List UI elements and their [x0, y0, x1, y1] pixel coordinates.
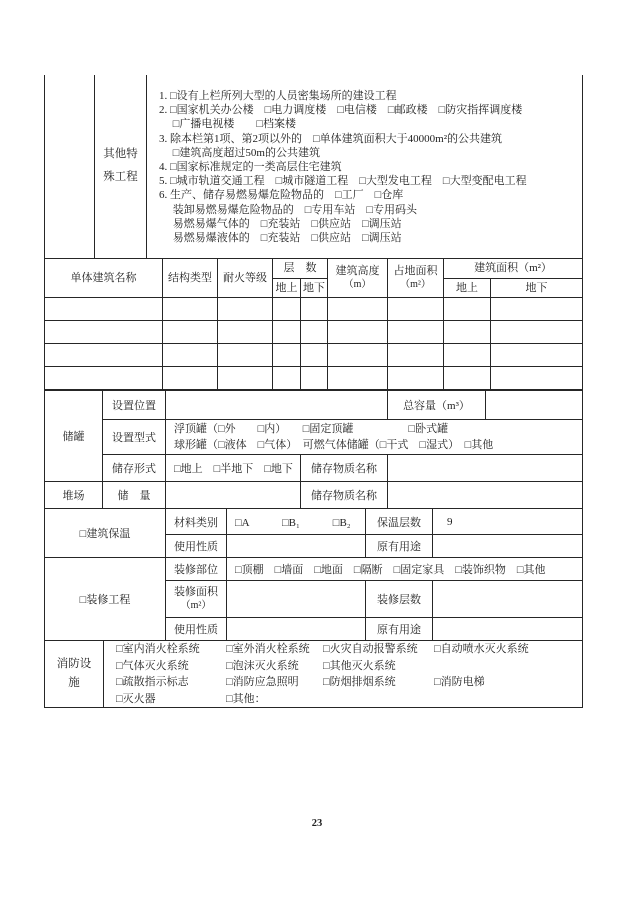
- page-number: 23: [311, 818, 323, 829]
- fire-option[interactable]: □消防电梯: [434, 676, 485, 688]
- building-cell[interactable]: [218, 367, 273, 390]
- fire-option[interactable]: □消防应急照明: [226, 676, 299, 688]
- building-cell[interactable]: [301, 298, 328, 321]
- header-floor-area: 建筑面积（m²）: [444, 259, 583, 279]
- special-option-line[interactable]: □建筑高度超过50m的公共建筑: [159, 146, 320, 159]
- building-cell[interactable]: [163, 321, 218, 344]
- insulation-decoration-section: [44, 508, 583, 641]
- special-option-line[interactable]: 4. □国家标准规定的一类高层住宅建筑: [159, 161, 342, 174]
- tank-row-label: 储罐: [45, 391, 103, 482]
- yard-quantity-input-cell[interactable]: [166, 482, 301, 509]
- building-cell[interactable]: [218, 344, 273, 367]
- building-cell[interactable]: [273, 367, 301, 390]
- building-cell[interactable]: [328, 298, 388, 321]
- tank-type-options-cell: [166, 420, 583, 455]
- header-floors: 层 数: [273, 259, 328, 279]
- building-cell[interactable]: [301, 321, 328, 344]
- header-building-height-line1: 建筑高度: [335, 265, 380, 277]
- building-cell[interactable]: [328, 367, 388, 390]
- decoration-original-label: 原有用途: [366, 618, 433, 641]
- special-projects-row-label: 其他特殊工程: [95, 75, 147, 258]
- decoration-usage-input-cell[interactable]: [227, 618, 366, 641]
- building-cell[interactable]: [388, 344, 444, 367]
- fire-option[interactable]: □泡沫灭火系统: [226, 659, 299, 672]
- building-cell[interactable]: [218, 298, 273, 321]
- insulation-usage-input-cell[interactable]: [227, 535, 366, 558]
- tank-type-option-line[interactable]: 浮顶罐（□外 □内） □固定顶罐 □卧式罐: [174, 423, 449, 435]
- tank-material-label: 储存物质名称: [301, 455, 388, 482]
- tank-material-input-cell[interactable]: [388, 455, 583, 482]
- fire-option[interactable]: □疏散指示标志: [116, 676, 189, 688]
- building-cell[interactable]: [163, 298, 218, 321]
- fire-option[interactable]: □室外消火栓系统: [226, 643, 310, 655]
- header-fire-rating: 耐火等级: [218, 259, 273, 298]
- insulation-material-options[interactable]: □A □B₁ □B₂: [227, 509, 366, 535]
- header-footprint-area: [388, 259, 444, 298]
- building-cell[interactable]: [45, 321, 163, 344]
- yard-quantity-label: 储 量: [103, 482, 166, 509]
- special-option-line[interactable]: 2. □国家机关办公楼 □电力调度楼 □电信楼 □邮政楼 □防灾指挥调度楼: [159, 104, 523, 117]
- building-table: [44, 258, 583, 390]
- fire-option: [434, 658, 582, 675]
- tank-form-options[interactable]: □地上 □半地下 □地下: [166, 455, 301, 482]
- yard-material-label: 储存物质名称: [301, 482, 388, 509]
- building-row: [45, 367, 583, 390]
- tank-location-input-cell[interactable]: [166, 391, 388, 420]
- building-cell[interactable]: [218, 321, 273, 344]
- fire-option[interactable]: □其他：: [226, 692, 266, 705]
- special-option-line[interactable]: 装卸易燃易爆危险物品的 □专用车站 □专用码头: [159, 203, 418, 216]
- fire-option[interactable]: □其他灭火系统: [323, 659, 396, 672]
- tank-yard-section: [44, 390, 583, 509]
- decoration-row-label[interactable]: □装修工程: [45, 558, 166, 641]
- special-projects-left-spacer-cell: [45, 75, 95, 258]
- building-cell[interactable]: [491, 344, 583, 367]
- building-cell[interactable]: [301, 344, 328, 367]
- building-cell[interactable]: [444, 367, 491, 390]
- tank-capacity-input-cell[interactable]: [486, 391, 583, 420]
- special-option-line[interactable]: 6. 生产、储存易燃易爆危险物品的 □工厂 □仓库: [159, 189, 404, 202]
- special-option-line[interactable]: □广播电视楼 □档案楼: [159, 118, 297, 131]
- building-cell[interactable]: [388, 367, 444, 390]
- building-cell[interactable]: [444, 321, 491, 344]
- tank-capacity-label: 总容量（m³）: [388, 391, 486, 420]
- insulation-layers-value[interactable]: 9: [433, 509, 583, 535]
- header-floors-above: 地上: [273, 279, 301, 298]
- building-cell[interactable]: [45, 298, 163, 321]
- building-cell[interactable]: [163, 367, 218, 390]
- decoration-area-label-line2: （m²）: [180, 600, 212, 611]
- decoration-layers-input-cell[interactable]: [433, 581, 583, 618]
- tank-form-label: 储存形式: [103, 455, 166, 482]
- building-cell[interactable]: [328, 321, 388, 344]
- header-area-below: 地下: [491, 279, 583, 298]
- building-cell[interactable]: [301, 367, 328, 390]
- building-cell[interactable]: [273, 344, 301, 367]
- decoration-layers-label: 装修层数: [366, 581, 433, 618]
- header-structure-type: 结构类型: [163, 259, 218, 298]
- building-cell[interactable]: [444, 344, 491, 367]
- header-building-height: [328, 259, 388, 298]
- building-cell[interactable]: [388, 321, 444, 344]
- fire-option[interactable]: □灭火器: [116, 692, 156, 705]
- building-row: [45, 344, 583, 367]
- special-option-line[interactable]: 1. □设有上栏所列大型的人员密集场所的建设工程: [159, 90, 397, 102]
- decoration-area-input-cell[interactable]: [227, 581, 366, 618]
- fire-option: [434, 691, 582, 708]
- insulation-row-label[interactable]: □建筑保温: [45, 509, 166, 558]
- fire-option[interactable]: □自动喷水灭火系统: [434, 643, 529, 655]
- insulation-original-label: 原有用途: [366, 535, 433, 558]
- tank-type-label: 设置型式: [103, 420, 166, 455]
- insulation-usage-label: 使用性质: [166, 535, 227, 558]
- fire-options-row: [104, 674, 582, 691]
- header-building-height-line2: （m）: [343, 279, 372, 290]
- fire-facilities-options-cell: [104, 641, 583, 708]
- building-cell[interactable]: [388, 298, 444, 321]
- decoration-original-input-cell[interactable]: [433, 618, 583, 641]
- insulation-original-input-cell[interactable]: [433, 535, 583, 558]
- building-cell[interactable]: [491, 298, 583, 321]
- header-building-name: 单体建筑名称: [45, 259, 163, 298]
- header-footprint-line1: 占地面积: [393, 265, 438, 277]
- decoration-area-label: [166, 581, 227, 618]
- header-area-above: 地上: [444, 279, 491, 298]
- building-cell[interactable]: [273, 321, 301, 344]
- special-option-line[interactable]: 3. 除本栏第1项、第2项以外的 □单体建筑面积大于40000m²的公共建筑: [159, 132, 502, 145]
- header-footprint-line2: （m²）: [400, 279, 431, 290]
- building-cell[interactable]: [491, 367, 583, 390]
- special-option-line[interactable]: 易燃易爆液体的 □充装站 □供应站 □调压站: [159, 232, 402, 245]
- building-row: [45, 298, 583, 321]
- decoration-parts-options[interactable]: □顶棚 □墙面 □地面 □隔断 □固定家具 □装饰织物 □其他: [227, 558, 583, 581]
- special-projects-section: [44, 75, 583, 259]
- building-cell[interactable]: [328, 344, 388, 367]
- building-cell[interactable]: [45, 344, 163, 367]
- insulation-material-label: 材料类别: [166, 509, 227, 535]
- tank-location-label: 设置位置: [103, 391, 166, 420]
- fire-options-row: [104, 658, 582, 675]
- fire-facilities-section: [44, 640, 583, 708]
- fire-options-row: [104, 641, 582, 658]
- building-cell[interactable]: [45, 367, 163, 390]
- fire-facilities-row-label: 消防设施: [45, 641, 104, 708]
- insulation-layers-label: 保温层数: [366, 509, 433, 535]
- yard-row-label: 堆场: [45, 482, 103, 509]
- fire-option[interactable]: □室内消火栓系统: [116, 643, 200, 655]
- special-projects-options-cell: [147, 75, 583, 258]
- decoration-area-label-line1: 装修面积: [174, 586, 218, 598]
- fire-option[interactable]: □防烟排烟系统: [323, 676, 396, 688]
- tank-type-option-line[interactable]: 球形罐（□液体 □气体） 可燃气体储罐（□干式 □湿式） □其他: [174, 439, 494, 451]
- building-cell[interactable]: [273, 298, 301, 321]
- decoration-usage-label: 使用性质: [166, 618, 227, 641]
- special-option-line[interactable]: 5. □城市轨道交通工程 □城市隧道工程 □大型发电工程 □大型变配电工程: [159, 175, 527, 188]
- building-row: [45, 321, 583, 344]
- special-option-line[interactable]: 易燃易爆气体的 □充装站 □供应站 □调压站: [159, 217, 402, 230]
- fire-option: [323, 691, 434, 708]
- fire-option[interactable]: □气体灭火系统: [116, 659, 189, 672]
- fire-options-row: [104, 691, 582, 708]
- building-cell[interactable]: [491, 321, 583, 344]
- decoration-parts-label: 装修部位: [166, 558, 227, 581]
- fire-option[interactable]: □火灾自动报警系统: [323, 643, 418, 655]
- building-cell[interactable]: [444, 298, 491, 321]
- yard-material-input-cell[interactable]: [388, 482, 583, 509]
- header-floors-below: 地下: [301, 279, 328, 298]
- building-cell[interactable]: [163, 344, 218, 367]
